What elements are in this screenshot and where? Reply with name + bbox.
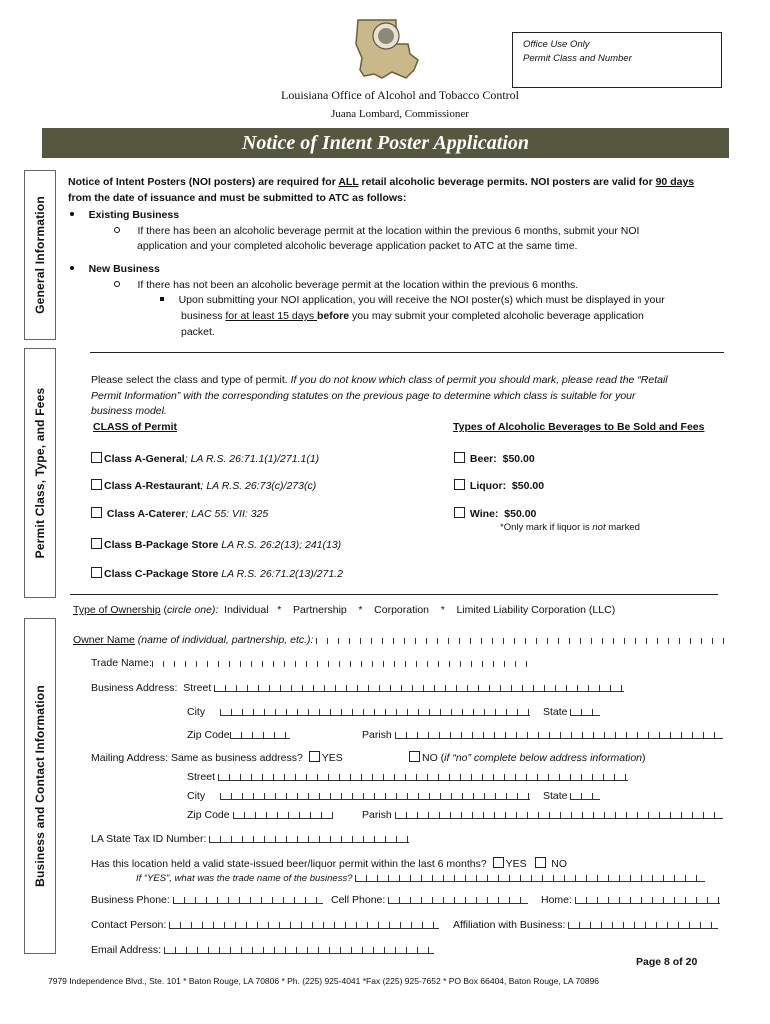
sidebar-business-contact: Business and Contact Information [24,618,56,954]
beverage-types-header: Types of Alcoholic Beverages to Be Sold and Fees [453,421,705,433]
divider [90,352,724,353]
owner-name-field[interactable]: Owner Name (name of individual, partnership, etc.): [73,634,726,646]
checkbox[interactable] [454,479,465,490]
new-business-item: New Business [70,263,160,275]
type-of-ownership[interactable]: Type of Ownership (circle one): Individual * Partnership * Corporation * Limited Liability Corporation (LLC) [73,604,616,616]
class-a-caterer-option[interactable]: Class A-Caterer; LAC 55: VII: 325 [91,507,268,520]
new-business-text: If there has not been an alcoholic beverage permit at the location within the previous 6 months. [114,279,578,291]
mailing-state-field[interactable]: State [543,790,600,802]
new-business-sub-1: Upon submitting your NOI application, you will receive the NOI poster(s) which must be displayed in your [160,294,665,306]
agency-name: Louisiana Office of Alcohol and Tobacco Control [281,88,519,102]
new-business-sub-2: business for at least 15 days before you may submit your completed alcoholic beverage application [181,310,644,322]
home-phone-field[interactable]: Home: [541,894,720,906]
trade-name-field[interactable]: Trade Name: [91,657,532,669]
business-phone-field[interactable]: Business Phone: [91,894,323,906]
business-zip-field[interactable]: Zip Code [187,729,290,741]
mailing-no-option[interactable]: NO (if “no” complete below address information) [409,751,646,764]
class-of-permit-header: CLASS of Permit [93,421,178,433]
existing-business-text-2: application and your completed alcoholic beverage application packet to ATC at the same time. [137,240,578,252]
class-a-restaurant-option[interactable]: Class A-Restaurant; LA R.S. 26:73(c)/273(c) [91,479,316,492]
noi-intro-2: from the date of issuance and must be submitted to ATC as follows: [68,192,407,204]
beer-option[interactable]: Beer: $50.00 [454,452,535,465]
checkbox[interactable] [454,507,465,518]
permit-instructions: Please select the class and type of permit. If you do not know which class of permit you should mark, please read the “Retail Permit Information” with the corresponding statutes on the previous page to determine which class is suitable for your business model. [91,374,668,417]
permit-class-number-label: Permit Class and Number [523,53,632,64]
louisiana-seal-logo [352,14,424,84]
previous-trade-name-field[interactable]: If “YES”, what was the trade name of the business? [136,873,705,884]
existing-business-item: Existing Business [70,209,179,221]
sidebar-permit-class: Permit Class, Type, and Fees [24,348,56,598]
office-use-box [512,32,722,88]
office-use-label: Office Use Only [523,39,590,50]
checkbox[interactable] [91,507,102,518]
mailing-same-question: Mailing Address: Same as business address? YES [91,752,343,764]
page-number: Page 8 of 20 [636,956,698,968]
wine-option[interactable]: Wine: $50.00 [454,507,536,520]
business-address-street[interactable]: Business Address: Street [91,682,624,694]
no-checkbox[interactable] [535,857,546,868]
existing-business-text: If there has been an alcoholic beverage permit at the location within the previous 6 months, submit your NOI [114,225,639,237]
page-title: Notice of Intent Poster Application [42,128,729,158]
checkbox[interactable] [454,452,465,463]
cell-phone-field[interactable]: Cell Phone: [331,894,528,906]
class-a-general-option[interactable]: Class A-General; LA R.S. 26:71.1(1)/271.1(1) [91,452,319,465]
yes-checkbox[interactable] [493,857,504,868]
wine-note: *Only mark if liquor is not marked [500,522,640,533]
affiliation-field[interactable]: Affiliation with Business: [453,919,718,931]
sidebar-general-information: General Information [24,170,56,340]
footer-address: 7979 Independence Blvd., Ste. 101 * Baton Rouge, LA 70806 * Ph. (225) 925-4041 *Fax (225) 925-7652 * PO Box 66404, Baton Rouge, LA 70896 [48,976,600,986]
mailing-city-field[interactable]: City [187,790,530,802]
liquor-option[interactable]: Liquor: $50.00 [454,479,544,492]
checkbox[interactable] [91,452,102,463]
mailing-zip-field[interactable]: Zip Code [187,809,333,821]
class-c-package-option[interactable]: Class C-Package Store LA R.S. 26:71.2(13)/271.2 [91,567,343,580]
new-business-sub-3: packet. [181,326,215,338]
business-parish-field[interactable]: Parish [362,729,723,741]
business-city-field[interactable]: City [187,706,530,718]
checkbox[interactable] [91,479,102,490]
class-b-package-option[interactable]: Class B-Package Store LA R.S. 26:2(13); 241(13) [91,538,341,551]
commissioner-name: Juana Lombard, Commissioner [331,108,469,120]
noi-intro: Notice of Intent Posters (NOI posters) are required for ALL retail alcoholic beverage permits. NOI posters are valid for 90 days [68,176,695,188]
checkbox[interactable] [91,538,102,549]
mailing-parish-field[interactable]: Parish [362,809,723,821]
tax-id-field[interactable]: LA State Tax ID Number: [91,833,409,845]
email-field[interactable]: Email Address: [91,944,434,956]
divider [70,594,718,595]
business-state-field[interactable]: State [543,706,600,718]
mailing-street-field[interactable]: Street [187,771,628,783]
no-checkbox[interactable] [409,751,420,762]
yes-checkbox[interactable] [309,751,320,762]
checkbox[interactable] [91,567,102,578]
contact-person-field[interactable]: Contact Person: [91,919,439,931]
held-permit-question: Has this location held a valid state-issued beer/liquor permit within the last 6 months? YES NO [91,858,568,870]
